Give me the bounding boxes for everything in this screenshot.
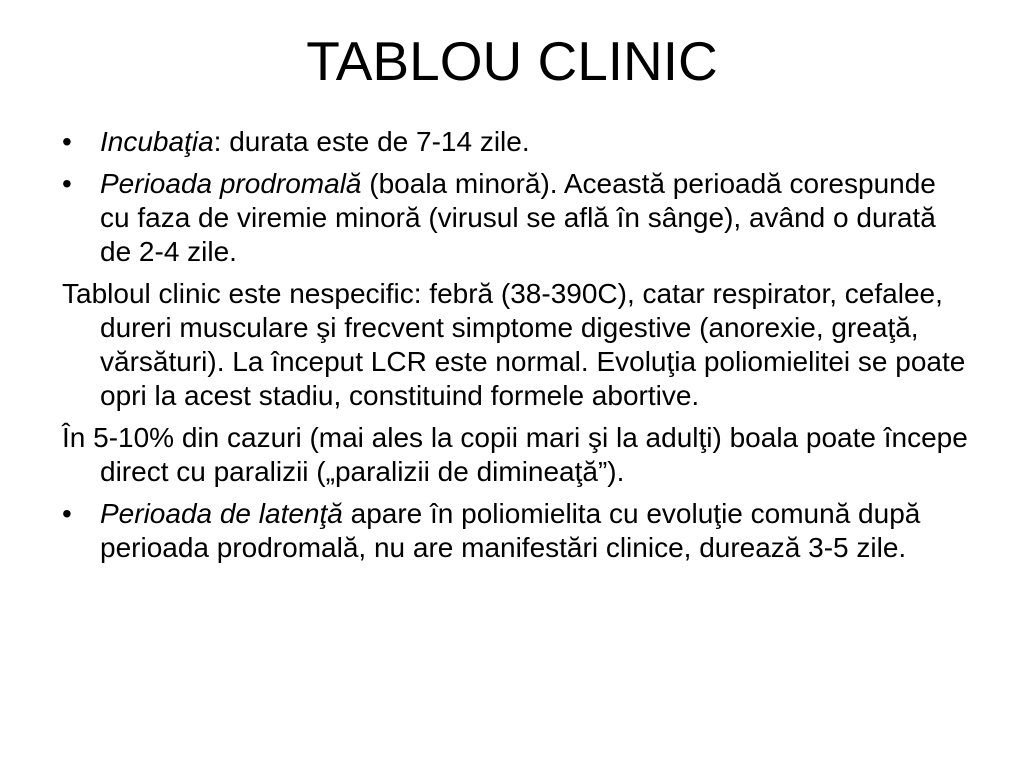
bullet-item-incubation (62, 125, 972, 159)
term-incubation: Incubaţia (100, 126, 214, 157)
paragraph-clinical-picture (62, 277, 972, 413)
term-prodromal: Perioada prodromală (100, 168, 362, 199)
bullet-item-latency (62, 497, 972, 565)
bullet-item-prodromal (62, 167, 972, 269)
text-incubation: : durata este de 7-14 zile. (213, 126, 530, 157)
text-prodromal: (boala minoră). Această perioadă corespunde cu faza de viremie minoră (virusul se află în sânge), având o durată de 2-4 zile. (100, 168, 936, 267)
bullet-icon: • (62, 126, 72, 157)
term-latency: Perioada de latenţă (100, 498, 343, 529)
text-paralysis: În 5-10% din cazuri (mai ales la copii mari şi la adulţi) boala poate începe direct cu paralizii („paralizii de dimineaţă”). (62, 422, 968, 487)
text-latency: apare în poliomielita cu evoluţie comună după perioada prodromală, nu are manifestări clinice, durează 3-5 zile. (100, 498, 921, 563)
bullet-icon: • (62, 498, 72, 529)
slide-body (62, 125, 972, 573)
text-clinical-picture: Tabloul clinic este nespecific: febră (38-390C), catar respirator, cefalee, dureri musculare şi frecvent simptome digestive (anorexie, greaţă, vărsături). La început LCR este normal. Evoluţia poliomielitei se poate opri la acest stadiu, constituind formele abortive. (62, 278, 966, 411)
slide-title: TABLOU CLINIC (306, 30, 718, 92)
bullet-icon: • (62, 168, 72, 199)
paragraph-paralysis (62, 421, 972, 489)
